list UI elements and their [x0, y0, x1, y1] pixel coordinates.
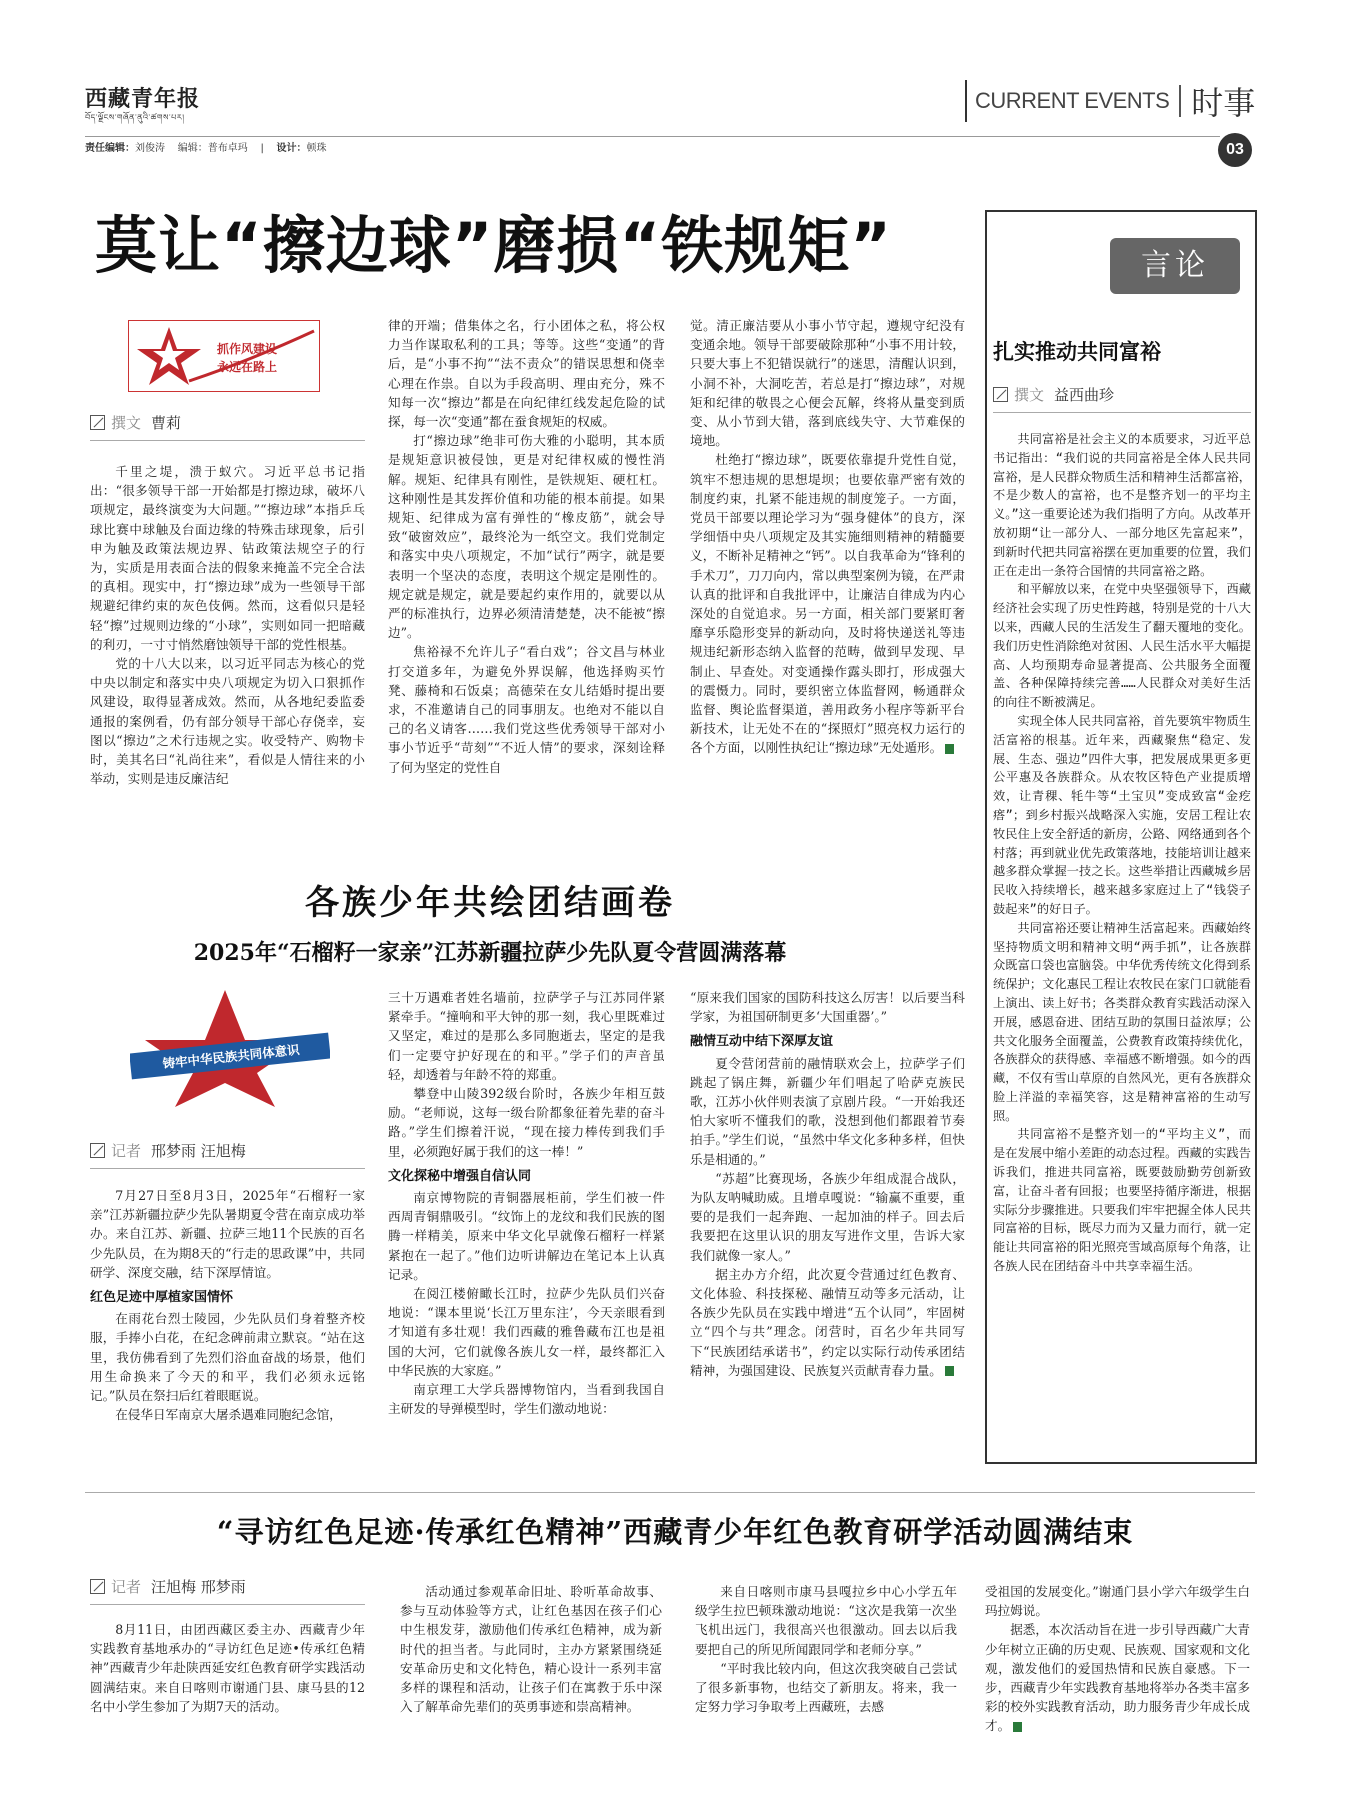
- paragraph: [690, 450, 965, 757]
- paragraph: 夏令营闭营前的融情联欢会上，拉萨学子们跳起了锅庄舞，新疆少年们唱起了哈萨克族民歌，江苏小伙伴则表演了京剧片段。“一开始我还怕大家听不懂我们的歌，没想到他们都跟着节奏拍手。”学生们说，“虽然中华文化多种多样，但快乐是相通的。”: [690, 1055, 965, 1167]
- paragraph: 实现全体人民共同富裕，首先要筑牢物质生活富裕的根基。近年来，西藏聚焦“稳定、发展、生态、强边”四件大事，把发展成果更多更公平惠及各族群众。从农牧区特色产业提质增效，让青稞、牦牛等“土宝贝”变成致富“金疙瘩”；到乡村振兴战略深入实施，安居工程让农牧民住上安全舒适的新房，公路、网络通到各个村落；再到就业优先政策落地，技能培训让越来越多群众掌握一技之长。这些举措让西藏城乡居民收入持续增长，越来越多家庭过上了“钱袋子鼓起来”的好日子。: [993, 713, 1251, 916]
- discipline-logo: [128, 320, 320, 392]
- paragraph: [985, 1620, 1250, 1735]
- byline-label: 记者: [111, 1578, 142, 1596]
- article2-col3: [690, 988, 965, 1380]
- paragraph: 7月27日至8月3日，2025年“石榴籽一家亲”江苏新疆拉萨少先队暑期夏令营在南京成功举办。来自江苏、新疆、拉萨三地11个民族的百名少先队员，在为期8天的“行走的思政课”中，共同研学、深度交融，结下深厚情谊。: [90, 1188, 365, 1280]
- paragraph: 党的十八大以来，以习近平同志为核心的党中央以制定和落实中央八项规定为切入口狠抓作风建设，取得显著成效。然而，从各地纪委监委通报的案例看，仍有部分领导干部心存侥幸，妄图以“擦边”之术行违规之实。收受特产、购物卡时，美其名曰“礼尚往来”，看似是人情往来的小举动，实则是违反廉洁纪: [90, 656, 365, 787]
- section-rule: [85, 1492, 1255, 1493]
- article1-headline: 莫让“擦边球”磨损“铁规矩”: [95, 209, 892, 282]
- paragraph: 在侵华日军南京大屠杀遇难同胞纪念馆，: [115, 1407, 342, 1423]
- section-header: [965, 80, 1255, 122]
- subheading: 红色足迹中厚植家国情怀: [90, 1290, 234, 1306]
- paragraph-text: 杜绝打“擦边球”，既要依靠提升党性自觉，筑牢不想违规的思想堤坝；也要依靠严密有效的制度约束，扎紧不能违规的制度笼子。一方面，党员干部要以理论学习为“强身健体”的良方，深学细悟中央八项规定及其实施细则精神的精髓要义，不断补足精神之“钙”。以自我革命为“锋利的手术刀”，刀刀向内，常以典型案例为镜，在严肃认真的批评和自我批评中，让廉洁自律成为内心深处的自觉追求。另一方面，相关部门要紧盯奢靡享乐隐形变异的新动向，及时将快递送礼等违规违纪新形态纳入监督的范畴，做到早发现、早制止、早查处。对变通操作露头即打，形成强大的震慑力。同时，要织密立体监督网，畅通群众监督、舆论监督渠道，善用政务小程序等新平台新技术，让无处不在的“探照灯”照亮权力运行的各个方面，以刚性执纪让“擦边球”无处遁形。: [690, 452, 965, 756]
- editor-credits: [85, 139, 327, 154]
- end-mark-icon: [945, 744, 954, 754]
- paragraph: 8月11日，由团西藏区委主办、西藏青少年实践教育基地承办的“寻访红色足迹•传承红色精神”西藏青少年赴陕西延安红色教育研学实践活动圆满结束。来自日喀则市谢通门县、康马县的12名中小学生参加了为期7天的活动。: [90, 1622, 365, 1714]
- byline-label: 记者: [111, 1142, 142, 1160]
- paragraph: 受祖国的发展变化。”谢通门县小学六年级学生白玛拉姆说。: [985, 1584, 1250, 1619]
- byline-rule: [90, 440, 365, 441]
- byline-rule: [993, 412, 1251, 413]
- byline-author: 曹莉: [151, 414, 182, 432]
- byline-rule: [90, 1168, 365, 1169]
- editor: 普布卓玛: [207, 143, 248, 154]
- chief-editor-label: 责任编辑：: [85, 143, 135, 154]
- paragraph: 焦裕禄不允许儿子“看白戏”；谷文昌与林业打交道多年，为避免外界误解，他选择购买竹凳、藤椅和石饭桌；高德荣在女儿结婚时提出要求，不准邀请自己的同事朋友。也绝对不能以自己的名义请客……我们党这些优秀领导干部对小事小节近乎“苛刻”“不近人情”的要求，深刻诠释了何为坚定的党性自: [388, 644, 665, 775]
- unity-logo: [130, 985, 330, 1110]
- pen-icon: [90, 1579, 105, 1594]
- paragraph: 在雨花台烈士陵园，少先队员们身着整齐校服，手捧小白花，在纪念碑前肃立默哀。“站在这里，我仿佛看到了先烈们浴血奋战的场景，他们用生命换来了今天的和平，我们必须永远铭记。”队员在祭扫后红着眼眶说。: [90, 1311, 365, 1404]
- article1-byline: [90, 412, 181, 433]
- pen-icon: [90, 1143, 105, 1158]
- article2-headline: 各族少年共绘团结画卷: [305, 883, 675, 923]
- paragraph: 律的开端；借集体之名，行小团体之私，将公权力当作谋取私利的工具；等等。这些“变通”的背后，是“小事不拘”“法不责众”的错误思想和侥幸心理在作祟。自以为手段高明、理由充分，殊不知每一次“擦边”都是在向纪律红线发起危险的试探，每一次“变通”都在蚕食规矩的权威。: [388, 318, 665, 430]
- byline-author: 益西曲珍: [1054, 386, 1115, 404]
- pen-icon: [90, 415, 105, 430]
- paragraph: 打“擦边球”绝非可伤大雅的小聪明，其本质是规矩意识被侵蚀，更是对纪律权威的慢性消解。规矩、纪律具有刚性，是铁规矩、硬杠杠。这种刚性是其发挥价值和功能的根本前提。如果规矩、纪律成为富有弹性的“橡皮筋”，就会导致“破窗效应”，最终沦为一纸空文。我们党制定和落实中央八项规定，不加“试行”两字，就是要表明一个坚决的态度，表明这个规定是刚性的。规定就是规定，就是要起约束作用的，就要以从严的标准执行，边界必须清清楚楚，决不能被“擦边”。: [388, 433, 665, 641]
- article2-subhead: 2025年“石榴籽一家亲”江苏新疆拉萨少先队夏令营圆满落幕: [193, 940, 787, 966]
- paragraph: 和平解放以来，在党中央坚强领导下，西藏经济社会实现了历史性跨越，特别是党的十八大以来，西藏人民的生活发生了翻天覆地的变化。我们历史性消除绝对贫困、人民生活水平大幅提高、人均预期寿命显著提高、公共服务全面覆盖、各种保障持续完善……人民群众对美好生活的向往不断被满足。: [993, 582, 1251, 710]
- paragraph: 活动通过参观革命旧址、聆听革命故事、参与互动体验等方式，让红色基因在孩子们心中生根发芽，激励他们传承红色精神，成为新时代的担当者。与此同时，主办方紧紧围绕延安革命历史和文化特色，精心设计一系列丰富多样的课程和活动，让孩子们在寓教于乐中深入了解革命先辈们的英勇事迹和崇高精神。: [400, 1584, 662, 1715]
- article3-col2: [400, 1582, 662, 1716]
- design-label: 设计：: [276, 143, 307, 154]
- paragraph: 共同富裕是社会主义的本质要求，习近平总书记指出：“我们说的共同富裕是全体人民共同富裕，是人民群众物质生活和精神生活都富裕，不是少数人的富裕，也不是整齐划一的平均主义。”这一重要论述为我们指明了方向。从改革开放初期“让一部分人、一部分地区先富起来”，到新时代把共同富裕摆在更加重要的位置，我们正在走出一条符合国情的共同富裕之路。: [993, 432, 1251, 578]
- article3-col3: [695, 1582, 957, 1716]
- paragraph: 据主办方介绍，此次夏令营通过红色教育、文化体验、科技探秘、融情互动等多元活动，让各族少先队员在实践中增进“五个认同”，牢固树立“四个与共”理念。闭营时，百名少年共同写下“民族团结承诺书”，约定以实际行动传承团结精神，为强国建设、民族复兴贡献青春力量。: [690, 1266, 965, 1378]
- paragraph-text: 据悉，本次活动旨在进一步引导西藏广大青少年树立正确的历史观、民族观、国家观和文化观，激发他们的爱国热情和民族自豪感。下一步，西藏青少年实践教育基地将举办各类丰富多彩的校外实践教育活动，助力服务青少年成长成才。: [985, 1622, 1250, 1734]
- paragraph: 攀登中山陵392级台阶时，各族少年相互鼓励。“老师说，这每一级台阶都象征着先辈的奋斗路。”学生们擦着汗说，“现在接力棒传到我们手里，必须跑好属于我们的这一棒！”: [388, 1086, 665, 1159]
- pen-icon: [993, 387, 1008, 402]
- paragraph: 觉。清正廉洁要从小事小节守起，遵规守纪没有变通余地。领导干部要破除那种“小事不用计较，只要大事上不犯错误就行”的迷思，清醒认识到，小洞不补，大洞吃苦，若总是打“擦边球”，对规矩和纪律的敬畏之心便会瓦解，终将从量变到质变、从小节到大错，落到底线失守、大节难保的境地。: [690, 318, 965, 449]
- paragraph: 共同富裕不是整齐划一的“平均主义”，而是在发展中缩小差距的动态过程。西藏的实践告诉我们，推进共同富裕，既要鼓励勤劳创新致富，让奋斗者有回报；也要坚持循序渐进，根据实际分步骤推进。只要我们牢牢把握全体人民共同富裕的目标，既尽力而为又量力而行，就一定能让共同富裕的阳光照亮雪域高原每个角落，让各族人民在团结奋斗中共享幸福生活。: [993, 1127, 1251, 1274]
- editor-separator: |: [260, 143, 264, 154]
- end-mark-icon: [945, 1366, 954, 1376]
- editor-label: 编辑：: [177, 143, 208, 154]
- top-rule: [85, 136, 1220, 137]
- paragraph: 来自日喀则市康马县嘎拉乡中心小学五年级学生拉巴顿珠激动地说：“这次是我第一次坐飞机出远门，我很高兴也很激动。回去以后我要把自己的所见所闻跟同学和老师分享。”: [695, 1584, 957, 1657]
- section-cn: 时事: [1191, 84, 1256, 122]
- end-mark-icon: [1013, 1722, 1022, 1732]
- section-en: CURRENT EVENTS: [975, 88, 1170, 113]
- paragraph: 在阅江楼俯瞰长江时，拉萨少先队员们兴奋地说：“课本里说‘长江万里东注’，今天亲眼看到才知道有多壮观！我们西藏的雅鲁藏布江也是祖国的大河，它们就像各族儿女一样，最终都汇入中华民族的大家庭。”: [388, 1286, 665, 1378]
- article2-col1: [90, 1186, 365, 1424]
- article3-col1: [90, 1620, 365, 1716]
- masthead-tibetan: བོད་ལྗོངས་གཞོན་ནུའི་ཚགས་པར།: [85, 113, 185, 122]
- byline-author: 邢梦雨 汪旭梅: [151, 1142, 246, 1160]
- article3-col4: [985, 1582, 1250, 1736]
- byline-author: 汪旭梅 邢梦雨: [151, 1578, 246, 1596]
- commentary-title: 扎实推动共同富裕: [993, 340, 1161, 364]
- article1-col1: [90, 462, 365, 788]
- logo-line-1: 抓作风建设: [217, 342, 278, 356]
- article2-byline: [90, 1140, 246, 1161]
- unity-logo-text: 铸牢中华民族共同体意识: [161, 1041, 301, 1072]
- commentary-badge: 言论: [1110, 238, 1240, 294]
- paragraph: 南京理工大学兵器博物馆内，当看到我国自主研发的导弹模型时，学生们激动地说：: [388, 1382, 665, 1417]
- paragraph: 三十万遇难者姓名墙前，拉萨学子与江苏同伴紧紧牵手。“撞响和平大钟的那一刻，我心里既难过又坚定，难过的是那么多同胞逝去，坚定的是我们一定要守护好现在的和平。”学子们的声音虽轻，却透着与年龄不符的郑重。: [388, 990, 665, 1082]
- subheading: 融情互动中结下深厚友谊: [690, 1034, 834, 1050]
- logo-line-2: 永远在路上: [217, 360, 278, 374]
- commentary-byline: [993, 384, 1114, 405]
- chief-editor: 刘俊涛: [135, 143, 165, 154]
- byline-label: 撰文: [111, 414, 142, 432]
- page-number: 03: [1218, 133, 1252, 167]
- masthead-title: 西藏青年报: [85, 86, 201, 112]
- paragraph: 南京博物院的青铜器展柜前，学生们被一件西周青铜鼎吸引。“纹饰上的龙纹和我们民族的图腾一样精美，原来中华文化早就像石榴籽一样紧紧抱在一起了。”他们边听讲解边在笔记本上认真记录。: [388, 1190, 665, 1282]
- article1-col2: [388, 316, 665, 777]
- paragraph: 共同富裕还要让精神生活富起来。西藏始终坚持物质文明和精神文明“两手抓”，让各族群众既富口袋也富脑袋。中华优秀传统文化得到系统保护；文化惠民工程让农牧民在家门口就能看上演出、读上好书；各类群众教育实践活动深入开展，感恩奋进、团结互助的氛围日益浓厚；公共文化服务全面覆盖，公费教育政策持续优化，各族群众的获得感、幸福感不断增强。如今的西藏，不仅有雪山草原的自然风光，更有各族群众脸上洋溢的幸福笑容，这是精神富裕的生动写照。: [993, 920, 1251, 1123]
- paragraph: “平时我比较内向，但这次我突破自己尝试了很多新事物，也结交了新朋友。将来，我一定努力学习争取考上西藏班，去感: [695, 1660, 957, 1715]
- article1-col3: [690, 316, 965, 758]
- article3-byline: [90, 1576, 246, 1597]
- article3-headline: “寻访红色足迹·传承红色精神”西藏青少年红色教育研学活动圆满结束: [216, 1515, 1134, 1549]
- byline-rule: [90, 1604, 365, 1605]
- byline-label: 撰文: [1014, 386, 1045, 404]
- article2-col2: [388, 988, 665, 1418]
- designer: 顿珠: [306, 143, 327, 154]
- commentary-body: [993, 430, 1251, 1276]
- subheading: 文化探秘中增强自信认同: [388, 1168, 532, 1184]
- paragraph: “苏超”比赛现场，各族少年组成混合战队，为队友呐喊助威。且增卓嘎说：“输赢不重要，重要的是我们一起奔跑、一起加油的样子。回去后我要把在这里认识的朋友写进作文里，告诉大家我们就像一家人。”: [690, 1170, 965, 1263]
- section-divider: [1179, 85, 1181, 117]
- paragraph: 千里之堤，溃于蚁穴。习近平总书记指出：“很多领导干部一开始都是打擦边球，破坏八项规定，最终演变为大问题。”“擦边球”本指乒乓球比赛中球触及台面边缘的特殊击球现象，后引申为触及政策法规边界、钻政策法规空子的行为，实质是用表面合法的假象来掩盖不完全合法的真相。现实中，打“擦边球”成为一些领导干部规避纪律约束的灰色伎俩。然而，这看似只是轻轻“擦”过规则边缘的“小球”，实则如同一把暗藏的利刃，一寸寸悄然磨蚀领导干部的党性根基。: [90, 464, 365, 652]
- paragraph: “原来我们国家的国防科技这么厉害！以后要当科学家，为祖国研制更多‘大国重器’。”: [690, 990, 965, 1025]
